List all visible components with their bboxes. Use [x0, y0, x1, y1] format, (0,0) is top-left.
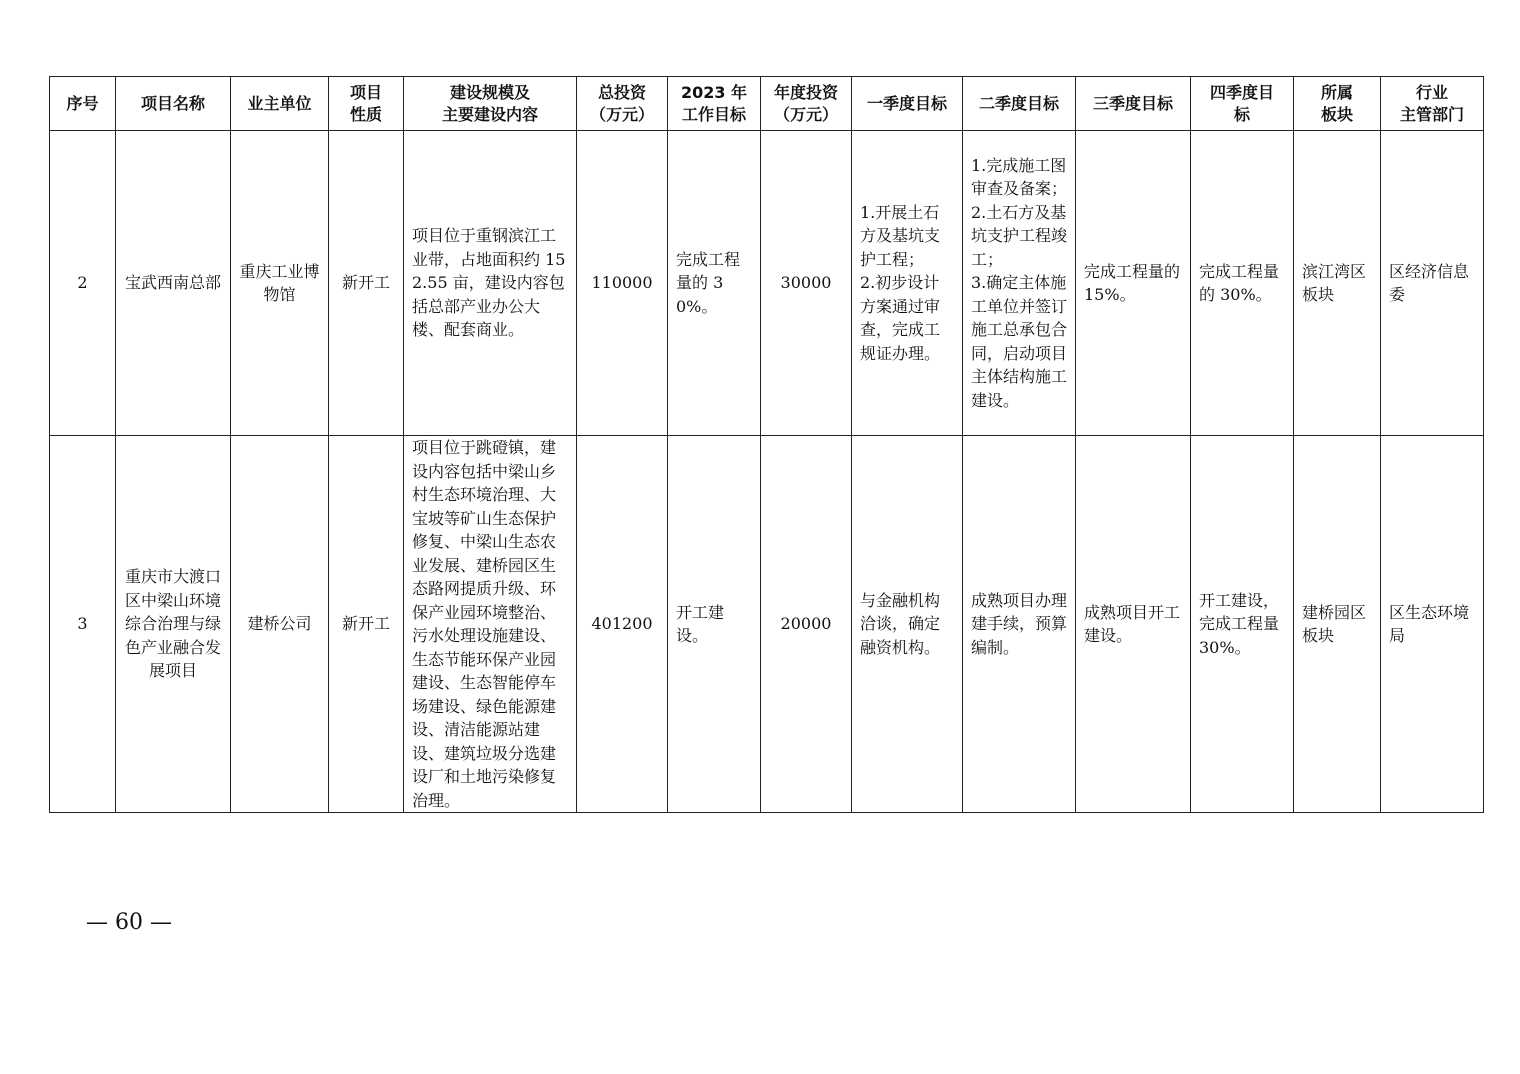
- header-sector: 所属 板块: [1294, 77, 1381, 131]
- cell-q3: 完成工程量的 15%。: [1076, 131, 1191, 436]
- project-table: [49, 76, 1484, 813]
- cell-goal-2023: 开工建设。: [668, 436, 761, 813]
- cell-content: 项目位于跳磴镇，建设内容包括中梁山乡村生态环境治理、大宝坡等矿山生态保护修复、中梁山生态农业发展、建桥园区生态路网提质升级、环保产业园环境整治、污水处理设施建设、生态节能环保产业园建设、生态智能停车场建设、绿色能源建设、清洁能源站建设、建筑垃圾分选建设厂和土地污染修复治理。: [404, 436, 577, 813]
- cell-sector: 滨江湾区板块: [1294, 131, 1381, 436]
- cell-department: 区生态环境局: [1381, 436, 1484, 813]
- cell-owner: 建桥公司: [231, 436, 329, 813]
- cell-owner: 重庆工业博物馆: [231, 131, 329, 436]
- page-number: — 60 —: [86, 910, 172, 935]
- cell-q3: 成熟项目开工建设。: [1076, 436, 1191, 813]
- header-content: 建设规模及 主要建设内容: [404, 77, 577, 131]
- cell-q4: 开工建设，完成工程量 30%。: [1191, 436, 1294, 813]
- cell-content: 项目位于重钢滨江工业带，占地面积约 152.55 亩，建设内容包括总部产业办公大楼、配套商业。: [404, 131, 577, 436]
- cell-q4: 完成工程量的 30%。: [1191, 131, 1294, 436]
- table-row: [50, 131, 1484, 436]
- cell-annual-investment: 30000: [761, 131, 852, 436]
- header-seq: 序号: [50, 77, 116, 131]
- cell-q2: 1.完成施工图审查及备案； 2.土石方及基坑支护工程竣工； 3.确定主体施工单位并签订施工总承包合同，启动项目主体结构施工建设。: [963, 131, 1076, 436]
- header-q4: 四季度目 标: [1191, 77, 1294, 131]
- cell-seq: 2: [50, 131, 116, 436]
- cell-project-name: 重庆市大渡口区中梁山环境综合治理与绿色产业融合发展项目: [116, 436, 231, 813]
- cell-q1: 与金融机构洽谈，确定融资机构。: [852, 436, 963, 813]
- header-annual-investment: 年度投资 （万元）: [761, 77, 852, 131]
- cell-nature: 新开工: [329, 436, 404, 813]
- cell-project-name: 宝武西南总部: [116, 131, 231, 436]
- header-project-name: 项目名称: [116, 77, 231, 131]
- table-row: [50, 436, 1484, 813]
- cell-seq: 3: [50, 436, 116, 813]
- header-nature: 项目 性质: [329, 77, 404, 131]
- header-total-investment: 总投资 （万元）: [577, 77, 668, 131]
- header-owner: 业主单位: [231, 77, 329, 131]
- cell-goal-2023: 完成工程量的 30%。: [668, 131, 761, 436]
- cell-q1: 1.开展土石方及基坑支护工程； 2.初步设计方案通过审查，完成工规证办理。: [852, 131, 963, 436]
- cell-nature: 新开工: [329, 131, 404, 436]
- header-row: [50, 77, 1484, 131]
- header-department: 行业 主管部门: [1381, 77, 1484, 131]
- cell-total-investment: 110000: [577, 131, 668, 436]
- cell-annual-investment: 20000: [761, 436, 852, 813]
- cell-sector: 建桥园区板块: [1294, 436, 1381, 813]
- cell-q2: 成熟项目办理建手续，预算编制。: [963, 436, 1076, 813]
- header-q1: 一季度目标: [852, 77, 963, 131]
- cell-total-investment: 401200: [577, 436, 668, 813]
- cell-department: 区经济信息委: [1381, 131, 1484, 436]
- header-q2: 二季度目标: [963, 77, 1076, 131]
- header-q3: 三季度目标: [1076, 77, 1191, 131]
- header-goal-2023: 2023 年 工作目标: [668, 77, 761, 131]
